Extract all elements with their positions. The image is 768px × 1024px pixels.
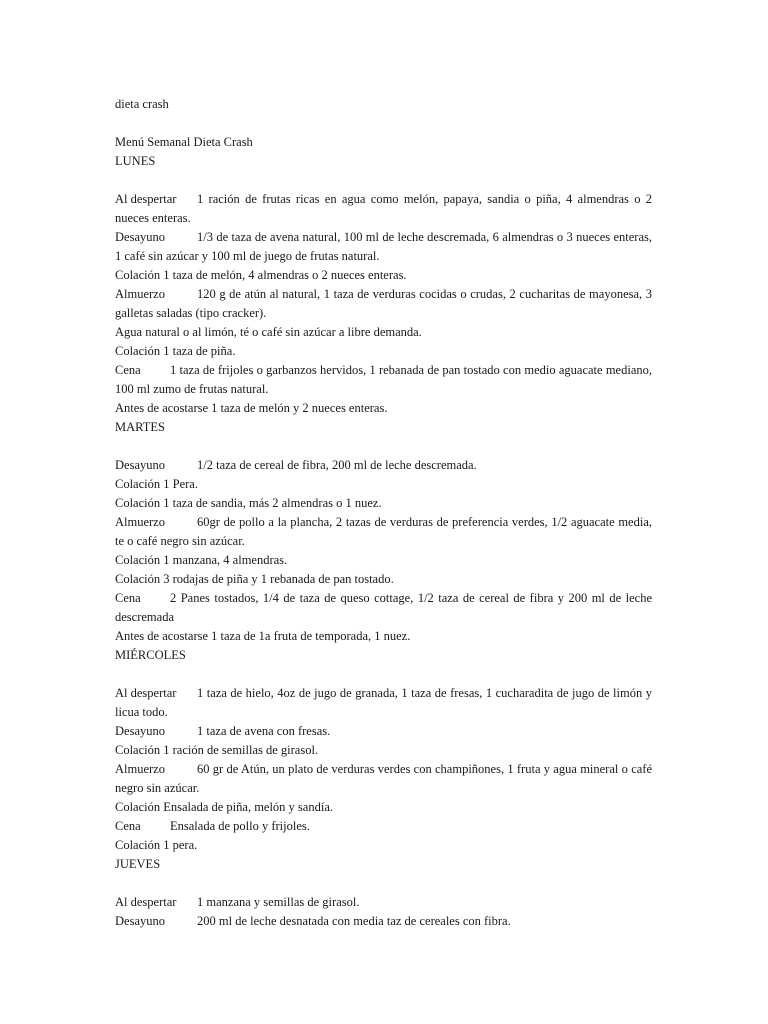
meal-text: 1/2 taza de cereal de fibra, 200 ml de leche descremada. bbox=[197, 458, 477, 472]
meal-entry: Colación 1 pera. bbox=[115, 838, 198, 852]
meal-label: Almuerzo bbox=[115, 287, 165, 301]
meal-text: 1 taza de hielo, 4oz de jugo de granada, 1 taza de fresas, 1 cucharadita de jugo de limón y licua todo. bbox=[115, 686, 652, 719]
meal-label: Almuerzo bbox=[115, 762, 165, 776]
spacer bbox=[115, 171, 652, 190]
document-body bbox=[115, 133, 652, 931]
day-heading-miercoles: MIÉRCOLES bbox=[115, 648, 186, 662]
meal-entry: Colación 1 taza de sandia, más 2 almendras o 1 nuez. bbox=[115, 496, 382, 510]
meal-text: 2 Panes tostados, 1/4 de taza de queso cottage, 1/2 taza de cereal de fibra y 200 ml de leche descremada bbox=[115, 591, 652, 624]
spacer bbox=[115, 874, 652, 893]
meal-text: 120 g de atún al natural, 1 taza de verduras cocidas o crudas, 2 cucharitas de mayonesa, 3 galletas saladas (tipo cracker). bbox=[115, 287, 652, 320]
meal-entry: Colación Ensalada de piña, melón y sandía. bbox=[115, 800, 333, 814]
meal-label: Desayuno bbox=[115, 914, 165, 928]
spacer bbox=[115, 437, 652, 456]
meal-entry bbox=[115, 228, 652, 266]
meal-text: 1 ración de frutas ricas en agua como melón, papaya, sandia o piña, 4 almendras o 2 nueces enteras. bbox=[115, 192, 652, 225]
meal-text: 60gr de pollo a la plancha, 2 tazas de verduras de preferencia verdes, 1/2 aguacate media, te o café negro sin azúcar. bbox=[115, 515, 652, 548]
meal-entry bbox=[115, 190, 652, 228]
spacer bbox=[115, 665, 652, 684]
meal-entry bbox=[115, 817, 652, 836]
meal-entry bbox=[115, 456, 652, 475]
meal-text: 200 ml de leche desnatada con media taz de cereales con fibra. bbox=[197, 914, 511, 928]
meal-text: 60 gr de Atún, un plato de verduras verdes con champiñones, 1 fruta y agua mineral o café negro sin azúcar. bbox=[115, 762, 652, 795]
meal-entry: Agua natural o al limón, té o café sin azúcar a libre demanda. bbox=[115, 325, 422, 339]
meal-entry: Antes de acostarse 1 taza de melón y 2 nueces enteras. bbox=[115, 401, 388, 415]
meal-entry: Colación 1 manzana, 4 almendras. bbox=[115, 553, 288, 567]
meal-entry bbox=[115, 513, 652, 551]
meal-label: Desayuno bbox=[115, 230, 165, 244]
meal-entry bbox=[115, 893, 652, 912]
meal-entry: Colación 1 taza de piña. bbox=[115, 344, 236, 358]
meal-entry: Colación 3 rodajas de piña y 1 rebanada de pan tostado. bbox=[115, 572, 394, 586]
meal-text: 1/3 de taza de avena natural, 100 ml de leche descremada, 6 almendras o 3 nueces enteras, 1 café sin azúcar y 100 ml de juego de frutas natural. bbox=[115, 230, 652, 263]
meal-label: Cena bbox=[115, 591, 141, 605]
meal-entry bbox=[115, 684, 652, 722]
meal-entry bbox=[115, 361, 652, 399]
day-heading-lunes: LUNES bbox=[115, 154, 156, 168]
meal-entry: Colación 1 ración de semillas de girasol. bbox=[115, 743, 319, 757]
meal-label: Desayuno bbox=[115, 458, 165, 472]
document-title: dieta crash bbox=[115, 97, 169, 111]
meal-label: Almuerzo bbox=[115, 515, 165, 529]
meal-entry bbox=[115, 722, 652, 741]
meal-label: Cena bbox=[115, 819, 141, 833]
meal-label: Al despertar bbox=[115, 686, 177, 700]
meal-entry: Antes de acostarse 1 taza de 1a fruta de temporada, 1 nuez. bbox=[115, 629, 411, 643]
meal-entry bbox=[115, 285, 652, 323]
menu-title: Menú Semanal Dieta Crash bbox=[115, 135, 253, 149]
meal-label: Cena bbox=[115, 363, 141, 377]
day-heading-martes: MARTES bbox=[115, 420, 165, 434]
day-heading-jueves: JUEVES bbox=[115, 857, 161, 871]
meal-entry: Colación 1 taza de melón, 4 almendras o 2 nueces enteras. bbox=[115, 268, 407, 282]
meal-entry bbox=[115, 912, 652, 931]
meal-entry: Colación 1 Pera. bbox=[115, 477, 198, 491]
meal-entry bbox=[115, 760, 652, 798]
meal-text: 1 taza de avena con fresas. bbox=[197, 724, 331, 738]
meal-text: 1 taza de frijoles o garbanzos hervidos, 1 rebanada de pan tostado con medio aguacate mediano, 100 ml zumo de frutas natural. bbox=[115, 363, 652, 396]
meal-text: 1 manzana y semillas de girasol. bbox=[197, 895, 360, 909]
meal-entry bbox=[115, 589, 652, 627]
meal-label: Desayuno bbox=[115, 724, 165, 738]
meal-label: Al despertar bbox=[115, 192, 177, 206]
meal-text: Ensalada de pollo y frijoles. bbox=[170, 819, 310, 833]
meal-label: Al despertar bbox=[115, 895, 177, 909]
